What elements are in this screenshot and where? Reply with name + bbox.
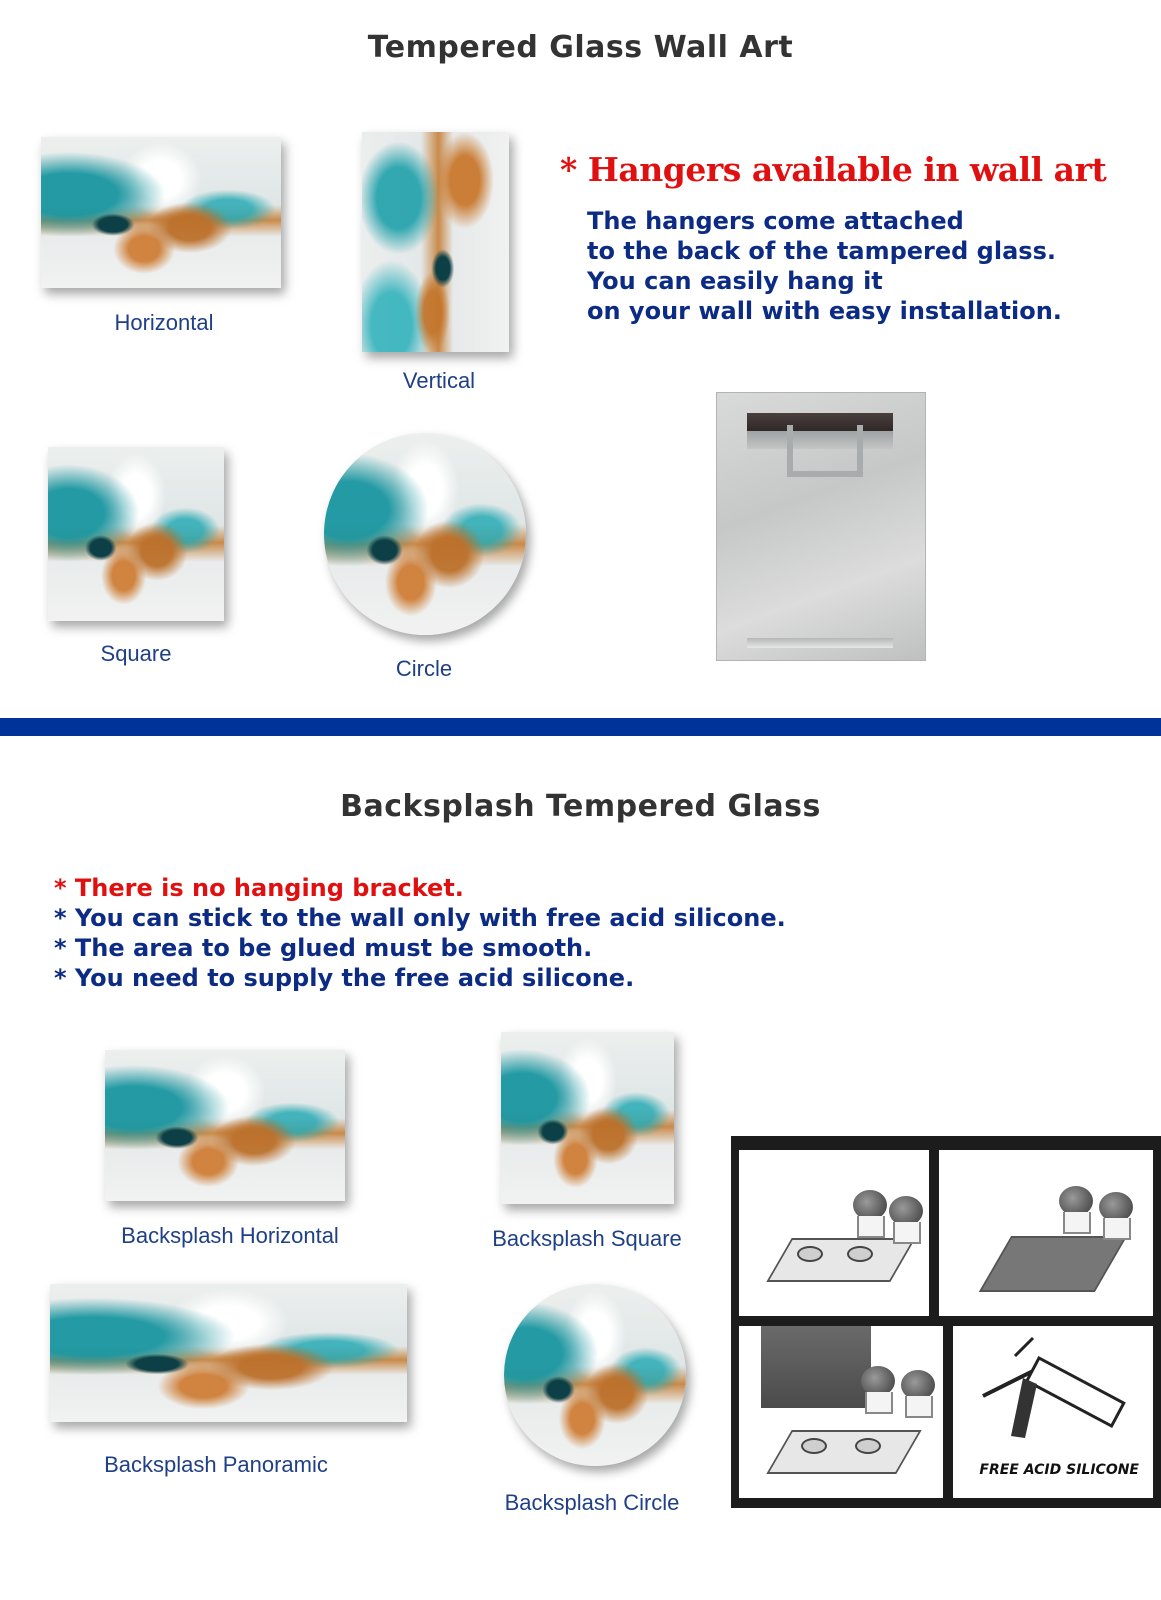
note-supply: * You need to supply the free acid silicone. [54, 964, 635, 992]
backsplash-circle-caption: Backsplash Circle [504, 1490, 680, 1515]
backsplash-horizontal-image [105, 1050, 345, 1201]
hangers-line-4: on your wall with easy installation. [587, 297, 1062, 325]
backsplash-square-image [501, 1032, 674, 1204]
hanger-bottom-edge [747, 638, 893, 648]
free-acid-silicone-label: FREE ACID SILICONE [979, 1462, 1139, 1478]
backsplash-notes [54, 873, 786, 993]
hangers-description [587, 206, 1062, 326]
install-step-1 [739, 1150, 929, 1316]
horizontal-caption: Horizontal [114, 310, 214, 335]
note-smooth: * The area to be glued must be smooth. [54, 934, 593, 962]
hanger-photo [716, 392, 926, 661]
wall-art-title: Tempered Glass Wall Art [367, 30, 794, 65]
hanger-clip [787, 425, 863, 477]
backsplash-panoramic-caption: Backsplash Panoramic [104, 1452, 328, 1477]
backsplash-panoramic-image [50, 1284, 407, 1422]
square-caption: Square [100, 641, 172, 666]
backsplash-title: Backsplash Tempered Glass [340, 789, 821, 824]
note-no-bracket: * There is no hanging bracket. [54, 874, 464, 902]
install-step-3 [739, 1326, 943, 1498]
hangers-line-2: to the back of the tampered glass. [587, 237, 1056, 265]
hangers-line-1: The hangers come attached [587, 207, 964, 235]
horizontal-art-image [41, 137, 281, 288]
note-silicone: * You can stick to the wall only with free acid silicone. [54, 904, 786, 932]
vertical-caption: Vertical [402, 368, 476, 393]
circle-caption: Circle [395, 656, 453, 681]
install-step-2 [939, 1150, 1153, 1316]
install-step-4 [953, 1326, 1153, 1498]
section-divider [0, 718, 1161, 736]
square-art-image [48, 447, 224, 621]
backsplash-horizontal-caption: Backsplash Horizontal [121, 1223, 339, 1248]
circle-art-image [324, 433, 526, 635]
installation-illustration [731, 1136, 1161, 1508]
backsplash-square-caption: Backsplash Square [492, 1226, 682, 1251]
hangers-heading: * Hangers available in wall art [560, 150, 1107, 189]
backsplash-circle-image [504, 1284, 686, 1466]
hangers-line-3: You can easily hang it [587, 267, 883, 295]
vertical-art-image [362, 132, 509, 352]
